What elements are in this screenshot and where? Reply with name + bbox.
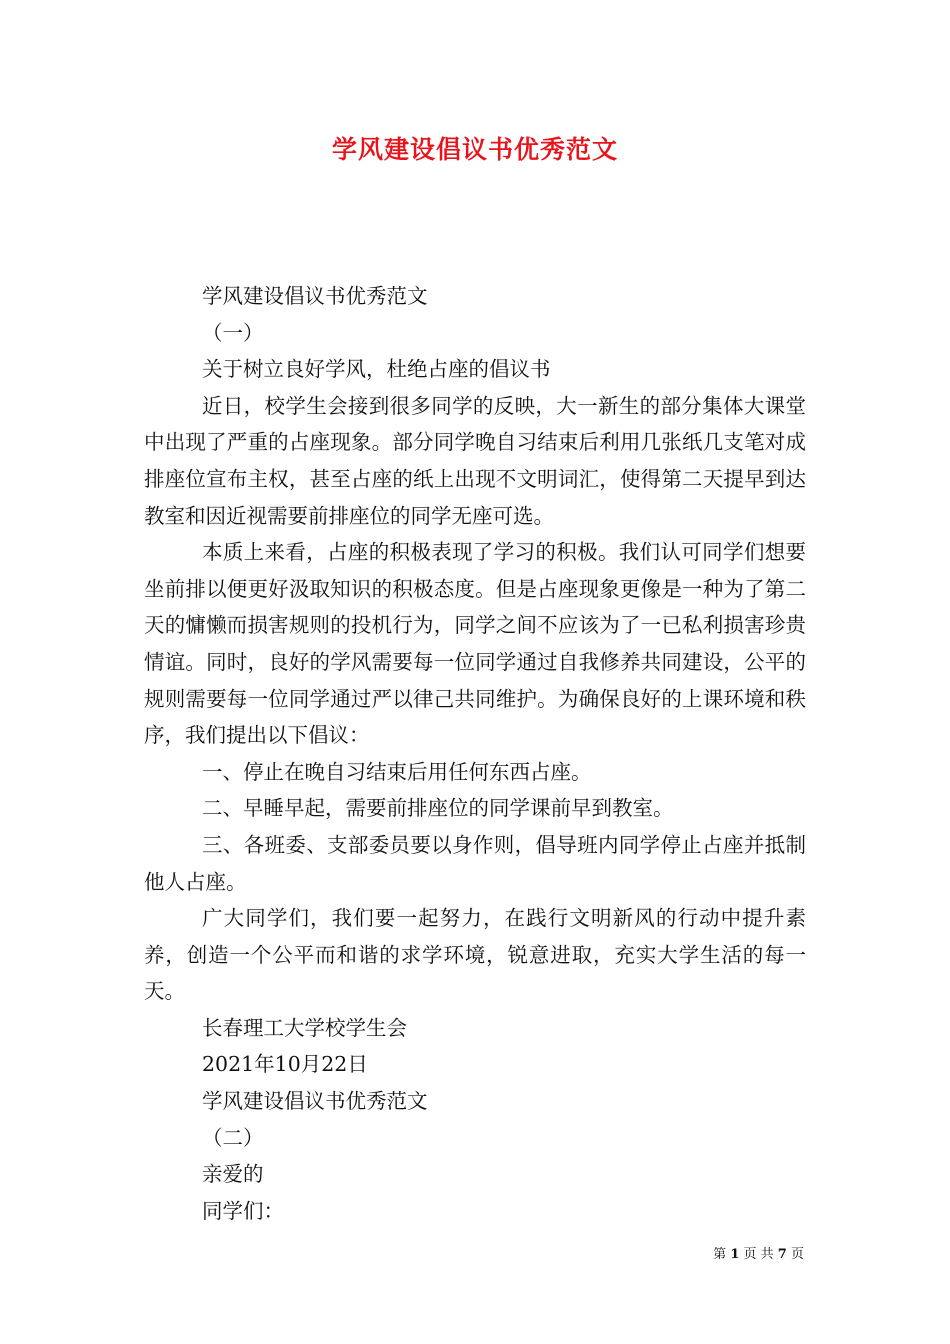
signature: 长春理工大学校学生会 [202, 1015, 407, 1040]
footer-middle: 页 共 [743, 1247, 774, 1262]
subtitle: 关于树立良好学风，杜绝占座的倡议书 [202, 357, 551, 382]
total-page-count: 7 [777, 1247, 787, 1262]
paragraph: 广大同学们，我们要一起努力，在践行文明新风的行动中提升素养，创造一个公平而和谐的求学环境，锐意进取，充实大学生活的每一天。 [144, 906, 806, 1004]
paragraph: 近日，校学生会接到很多同学的反映，大一新生的部分集体大课堂中出现了严重的占座现象。部分同学晚自习结束后利用几张纸几支笔对成排座位宣布主权，甚至占座的纸上出现不文明词汇，使得第二天提早到达教室和因近视需要前排座位的同学无座可选。 [144, 393, 806, 528]
document-title: 学风建设倡议书优秀范文 [331, 135, 618, 164]
footer-prefix: 第 [713, 1247, 727, 1262]
paragraph: 本质上来看，占座的积极表现了学习的积极。我们认可同学们想要坐前排以便更好汲取知识的积极态度。但是占座现象更像是一种为了第二天的慵懒而损害规则的投机行为，同学之间不应该为了一已私利损害珍贵情谊。同时，良好的学风需要每一位同学通过自我修养共同建设，公平的规则需要每一位同学通过严以律己共同维护。为确保良好的上课环境和秩序，我们提出以下倡议： [144, 540, 806, 748]
proposal-item: 三、各班委、支部委员要以身作则，倡导班内同学停止占座并抵制他人占座。 [144, 832, 806, 894]
document-body [144, 278, 806, 1229]
section-number: （一） [202, 320, 264, 345]
repeated-heading: 学风建设倡议书优秀范文 [202, 1089, 428, 1114]
proposal-item: 二、早睡早起，需要前排座位的同学课前早到教室。 [202, 796, 674, 821]
repeated-heading: 学风建设倡议书优秀范文 [202, 284, 428, 308]
date: 2021年10月22日 [202, 1052, 368, 1077]
page-footer [713, 1246, 804, 1264]
current-page-number: 1 [730, 1247, 740, 1262]
footer-suffix: 页 [790, 1247, 804, 1262]
proposal-item: 一、停止在晚自习结束后用任何东西占座。 [202, 759, 592, 784]
section-number: （二） [202, 1125, 264, 1150]
greeting: 亲爱的 [202, 1162, 264, 1187]
greeting: 同学们： [202, 1198, 284, 1223]
